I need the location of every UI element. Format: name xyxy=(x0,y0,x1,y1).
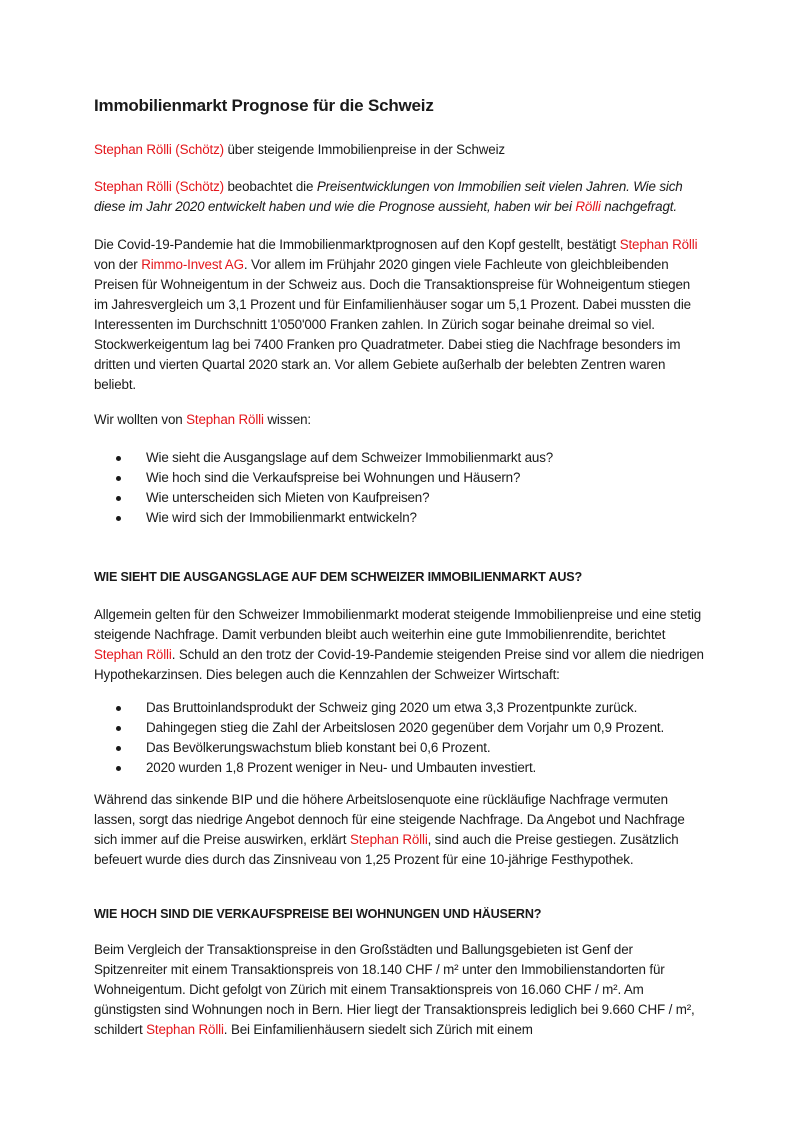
subtitle-paragraph: Stephan Rölli (Schötz) über steigende Immobilienpreise in der Schweiz xyxy=(94,142,505,157)
list-item: Dahingegen stieg die Zahl der Arbeitslosen 2020 gegenüber dem Vorjahr um 0,9 Prozent. xyxy=(94,718,664,738)
body-paragraph-2: Wir wollten von Stephan Rölli wissen: xyxy=(94,412,311,427)
person-name: Rölli xyxy=(575,199,601,214)
bullet-icon xyxy=(116,766,121,771)
list-item: Wie sieht die Ausgangslage auf dem Schweizer Immobilienmarkt aus? xyxy=(94,448,553,468)
section2-paragraph-1: Beim Vergleich der Transaktionspreise in den Großstädten und Ballungsgebieten ist Genf der Spitzenreiter mit einem Transaktionspreis von 18.140 CHF / m² unter den Immobilienstandorten für Wohneigentum. Dicht gefolgt von Zürich mit einem Transaktionspreis von 16.060 CHF / m². Am günstigsten sind Wohnungen noch in Bern. Hier liegt der Transaktionspreis lediglich bei 9.660 CHF / m², schildert Stephan Rölli. Bei Einfamilienhäusern siedelt sich Zürich mit einem xyxy=(94,942,695,1037)
company-name: Rimmo-Invest AG xyxy=(141,257,244,272)
list-item: 2020 wurden 1,8 Prozent weniger in Neu- und Umbauten investiert. xyxy=(94,758,664,778)
list-item: Das Bruttoinlandsprodukt der Schweiz ging 2020 um etwa 3,3 Prozentpunkte zurück. xyxy=(94,698,664,718)
person-name: Stephan Rölli (Schötz) xyxy=(94,179,224,194)
page-title: Immobilienmarkt Prognose für die Schweiz xyxy=(94,96,434,115)
person-name: Stephan Rölli (Schötz) xyxy=(94,142,224,157)
bullet-icon xyxy=(116,706,121,711)
bullet-icon xyxy=(116,456,121,461)
section-heading-2: WIE HOCH SIND DIE VERKAUFSPREISE BEI WOHNUNGEN UND HÄUSERN? xyxy=(94,907,542,921)
list-item: Wie wird sich der Immobilienmarkt entwickeln? xyxy=(94,508,553,528)
bullet-icon xyxy=(116,726,121,731)
section1-paragraph-2: Während das sinkende BIP und die höhere Arbeitslosenquote eine rückläufige Nachfrage vermuten lassen, sorgt das niedrige Angebot dennoch für eine steigende Nachfrage. Da Angebot und Nachfrage sich immer auf die Preise auswirken, erklärt Stephan Rölli, sind auch die Preise gestiegen. Zusätzlich befeuert wurde dies durch das Zinsniveau von 1,25 Prozent für eine 10-jährige Festhypothek. xyxy=(94,792,685,867)
section-heading-1: WIE SIEHT DIE AUSGANGSLAGE AUF DEM SCHWEIZER IMMOBILIENMARKT AUS? xyxy=(94,570,582,584)
bullet-icon xyxy=(116,516,121,521)
person-name: Stephan Rölli xyxy=(349,832,428,847)
list-item: Wie unterscheiden sich Mieten von Kaufpreisen? xyxy=(94,488,553,508)
list-item: Wie hoch sind die Verkaufspreise bei Wohnungen und Häusern? xyxy=(94,468,553,488)
list-item: Das Bevölkerungswachstum blieb konstant bei 0,6 Prozent. xyxy=(94,738,664,758)
bullet-icon xyxy=(116,496,121,501)
person-name: Stephan Rölli xyxy=(94,647,172,662)
body-paragraph-1: Die Covid-19-Pandemie hat die Immobilienmarktprognosen auf den Kopf gestellt, bestätigt Stephan Rölli von der Rimmo-Invest AG. Vor allem im Frühjahr 2020 gingen viele Fachleute von gleichbleibenden Preisen für Wohneigentum in der Schweiz aus. Doch die Transaktionspreise für Wohneigentum stiegen im Jahresvergleich um 3,1 Prozent und für Einfamilienhäuser sogar um 5,1 Prozent. Dabei mussten die Interessenten im Durchschnitt 1'050'000 Franken zahlen. In Zürich sogar beinahe dreimal so viel. Stockwerkeigentum lag bei 7400 Franken pro Quadratmeter. Dabei stieg die Nachfrage besonders im dritten und vierten Quartal 2020 stark an. Vor allem Gebiete außerhalb der belebten Zentren waren beliebt. xyxy=(94,237,698,392)
bullet-icon xyxy=(116,746,121,751)
section1-paragraph-1: Allgemein gelten für den Schweizer Immobilienmarkt moderat steigende Immobilienpreise und eine stetig steigende Nachfrage. Damit verbunden bleibt auch weiterhin eine gute Immobilienrendite, berichtet Stephan Rölli. Schuld an den trotz der Covid-19-Pandemie steigenden Preise sind vor allem die niedrigen Hypothekarzinsen. Dies belegen auch die Kennzahlen der Schweizer Wirtschaft: xyxy=(94,607,704,682)
person-name: Stephan Rölli xyxy=(186,412,264,427)
bullet-icon xyxy=(116,476,121,481)
economy-figures-list xyxy=(94,698,664,778)
intro-paragraph: Stephan Rölli (Schötz) beobachtet die Preisentwicklungen von Immobilien seit vielen Jahren. Wie sich diese im Jahr 2020 entwickelt haben und wie die Prognose aussieht, haben wir bei Rölli nachgefragt. xyxy=(94,179,683,214)
questions-list xyxy=(94,448,553,528)
person-name: Stephan Rölli xyxy=(619,237,698,252)
person-name: Stephan Rölli xyxy=(146,1022,224,1037)
